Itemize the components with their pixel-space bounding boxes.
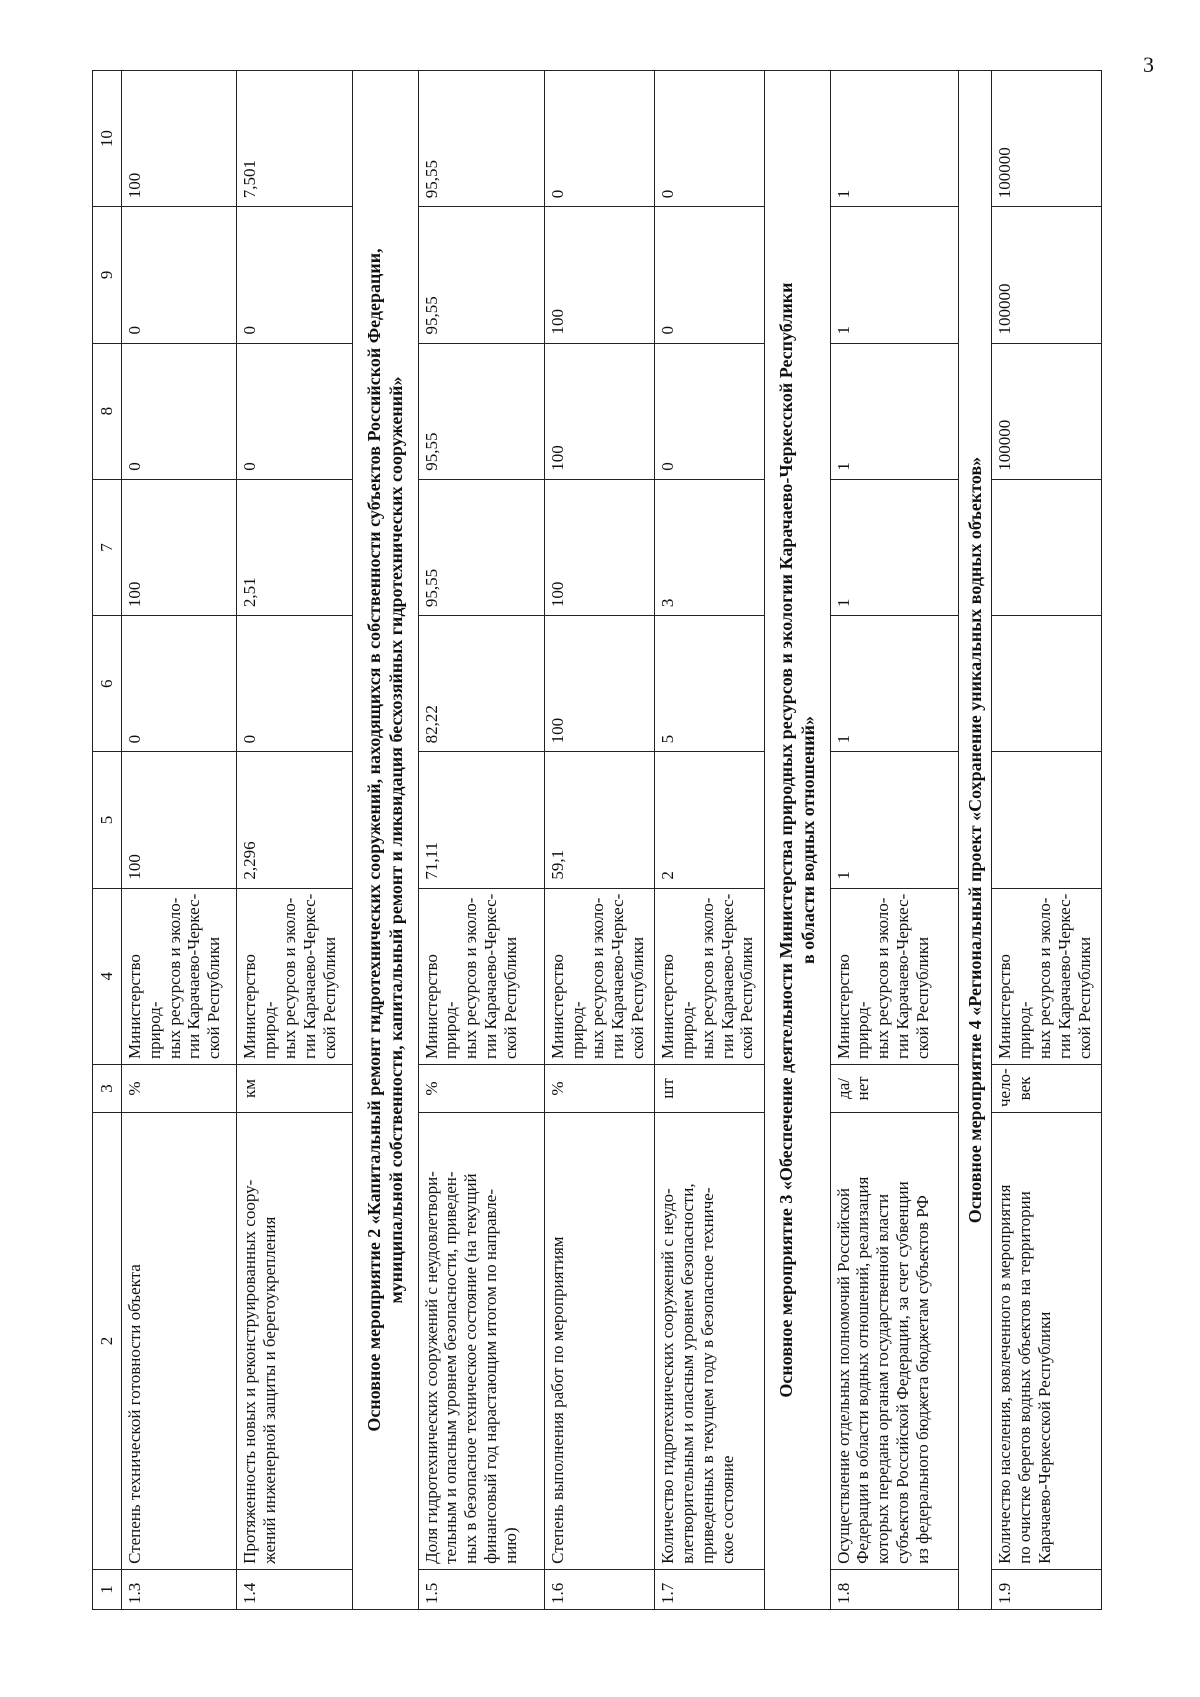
table-row [121, 71, 236, 1610]
value-cell: 95,55 [418, 479, 545, 615]
indicator-table-sheet [92, 70, 1102, 1610]
row-number-cell: 1.7 [654, 1569, 764, 1609]
value-cell: 0 [121, 207, 236, 343]
value-cell: 95,55 [418, 71, 545, 207]
value-cell: 0 [237, 207, 352, 343]
indicator-name-cell: Протяженность новых и реконструированных соору- жений инженерной защиты и берегоукрепления [237, 1113, 352, 1570]
value-cell: 100000 [992, 71, 1102, 207]
value-cell: 0 [654, 343, 764, 479]
responsible-cell: Министерство природ- ных ресурсов и эколо- гии Карачаево-Черкес- ской Республики [830, 888, 959, 1064]
value-cell: 95,55 [418, 207, 545, 343]
column-header: 3 [93, 1064, 122, 1112]
value-cell: 100 [545, 479, 655, 615]
value-cell: 100 [121, 479, 236, 615]
indicator-name-cell: Количество гидротехнических сооружений с неудо- влетворительным и опасным уровнем безопасности, приведенных в текущем году в безопасное техниче- ское состояние [654, 1113, 764, 1570]
value-cell: 100 [121, 71, 236, 207]
value-cell: 0 [237, 616, 352, 752]
table-row [545, 71, 655, 1610]
value-cell: 71,11 [418, 752, 545, 888]
column-header: 6 [93, 616, 122, 752]
responsible-cell: Министерство природ- ных ресурсов и эколо- гии Карачаево-Черкес- ской Республики [418, 888, 545, 1064]
column-header: 1 [93, 1569, 122, 1609]
value-cell: 1 [830, 71, 959, 207]
section-title: Основное мероприятие 2 «Капитальный ремонт гидротехнических сооружений, находящихся в собственности субъектов Российской Федерации, муниципальной собственности, капитальный ремонт и ликвидация бесхозяйных гидротехнических сооружений» [352, 71, 418, 1610]
value-cell: 95,55 [418, 343, 545, 479]
value-cell: 82,22 [418, 616, 545, 752]
value-cell: 100 [545, 343, 655, 479]
row-number-cell: 1.6 [545, 1569, 655, 1609]
row-number-cell: 1.8 [830, 1569, 959, 1609]
responsible-cell: Министерство природ- ных ресурсов и эколо- гии Карачаево-Черкес- ской Республики [654, 888, 764, 1064]
value-cell: 59,1 [545, 752, 655, 888]
value-cell: 2 [654, 752, 764, 888]
indicator-name-cell: Осуществление отдельных полномочий Российской Федерации в области водных отношений, реализация которых передана органам государственной власти субъектов Российской Федерации, за счет субвенции из федерального бюджета бюджетам субъектов РФ [830, 1113, 959, 1570]
indicator-table [92, 70, 1102, 1610]
column-header: 7 [93, 479, 122, 615]
value-cell: 5 [654, 616, 764, 752]
unit-cell: км [237, 1064, 352, 1112]
section-title: Основное мероприятие 4 «Региональный проект «Сохранение уникальных водных объектов» [959, 71, 992, 1610]
value-cell: 2,296 [237, 752, 352, 888]
page-number: 3 [1143, 52, 1154, 77]
responsible-cell: Министерство природ- ных ресурсов и эколо- гии Карачаево-Черкес- ской Республики [992, 888, 1102, 1064]
value-cell: 3 [654, 479, 764, 615]
row-number-cell: 1.4 [237, 1569, 352, 1609]
table-row [418, 71, 545, 1610]
table-row [992, 71, 1102, 1610]
value-cell [992, 479, 1102, 615]
value-cell: 0 [654, 207, 764, 343]
value-cell [992, 752, 1102, 888]
table-row [654, 71, 764, 1610]
section-header-row [764, 71, 830, 1610]
section-title: Основное мероприятие 3 «Обеспечение деятельности Министерства природных ресурсов и экологии Карачаево-Черкесской Республики в области водных отношений» [764, 71, 830, 1610]
value-cell: 100000 [992, 207, 1102, 343]
value-cell: 7,501 [237, 71, 352, 207]
value-cell: 100 [121, 752, 236, 888]
unit-cell: да/нет [830, 1064, 959, 1112]
section-header-row [959, 71, 992, 1610]
value-cell: 2,51 [237, 479, 352, 615]
column-header: 2 [93, 1113, 122, 1570]
indicator-name-cell: Доля гидротехнических сооружений с неудовлетвори- тельным и опасным уровнем безопасности, приведен- ных в безопасное техническое состояние (на текущий финансовый год нарастающим итогом по направле- нию) [418, 1113, 545, 1570]
responsible-cell: Министерство природ- ных ресурсов и эколо- гии Карачаево-Черкес- ской Республики [121, 888, 236, 1064]
unit-cell: % [121, 1064, 236, 1112]
value-cell: 1 [830, 343, 959, 479]
value-cell: 0 [237, 343, 352, 479]
value-cell: 100 [545, 207, 655, 343]
row-number-cell: 1.9 [992, 1569, 1102, 1609]
value-cell: 1 [830, 616, 959, 752]
table-row [237, 71, 352, 1610]
column-number-row [93, 71, 122, 1610]
responsible-cell: Министерство природ- ных ресурсов и эколо- гии Карачаево-Черкес- ской Республики [545, 888, 655, 1064]
indicator-name-cell: Степень выполнения работ по мероприятиям [545, 1113, 655, 1570]
row-number-cell: 1.3 [121, 1569, 236, 1609]
section-header-row [352, 71, 418, 1610]
value-cell: 1 [830, 752, 959, 888]
responsible-cell: Министерство природ- ных ресурсов и эколо- гии Карачаево-Черкес- ской Республики [237, 888, 352, 1064]
table-row [830, 71, 959, 1610]
value-cell: 0 [121, 343, 236, 479]
row-number-cell: 1.5 [418, 1569, 545, 1609]
value-cell [992, 616, 1102, 752]
column-header: 5 [93, 752, 122, 888]
value-cell: 1 [830, 479, 959, 615]
unit-cell: % [418, 1064, 545, 1112]
unit-cell: чело- век [992, 1064, 1102, 1112]
column-header: 8 [93, 343, 122, 479]
value-cell: 1 [830, 207, 959, 343]
value-cell: 0 [121, 616, 236, 752]
table-body [93, 71, 1102, 1610]
column-header: 10 [93, 71, 122, 207]
indicator-name-cell: Степень технической готовности объекта [121, 1113, 236, 1570]
unit-cell: % [545, 1064, 655, 1112]
column-header: 9 [93, 207, 122, 343]
value-cell: 0 [654, 71, 764, 207]
indicator-name-cell: Количество населения, вовлеченного в мероприятия по очистке берегов водных объектов на территории Карачаево-Черкесской Республики [992, 1113, 1102, 1570]
unit-cell: шт [654, 1064, 764, 1112]
value-cell: 100000 [992, 343, 1102, 479]
value-cell: 100 [545, 616, 655, 752]
value-cell: 0 [545, 71, 655, 207]
column-header: 4 [93, 888, 122, 1064]
